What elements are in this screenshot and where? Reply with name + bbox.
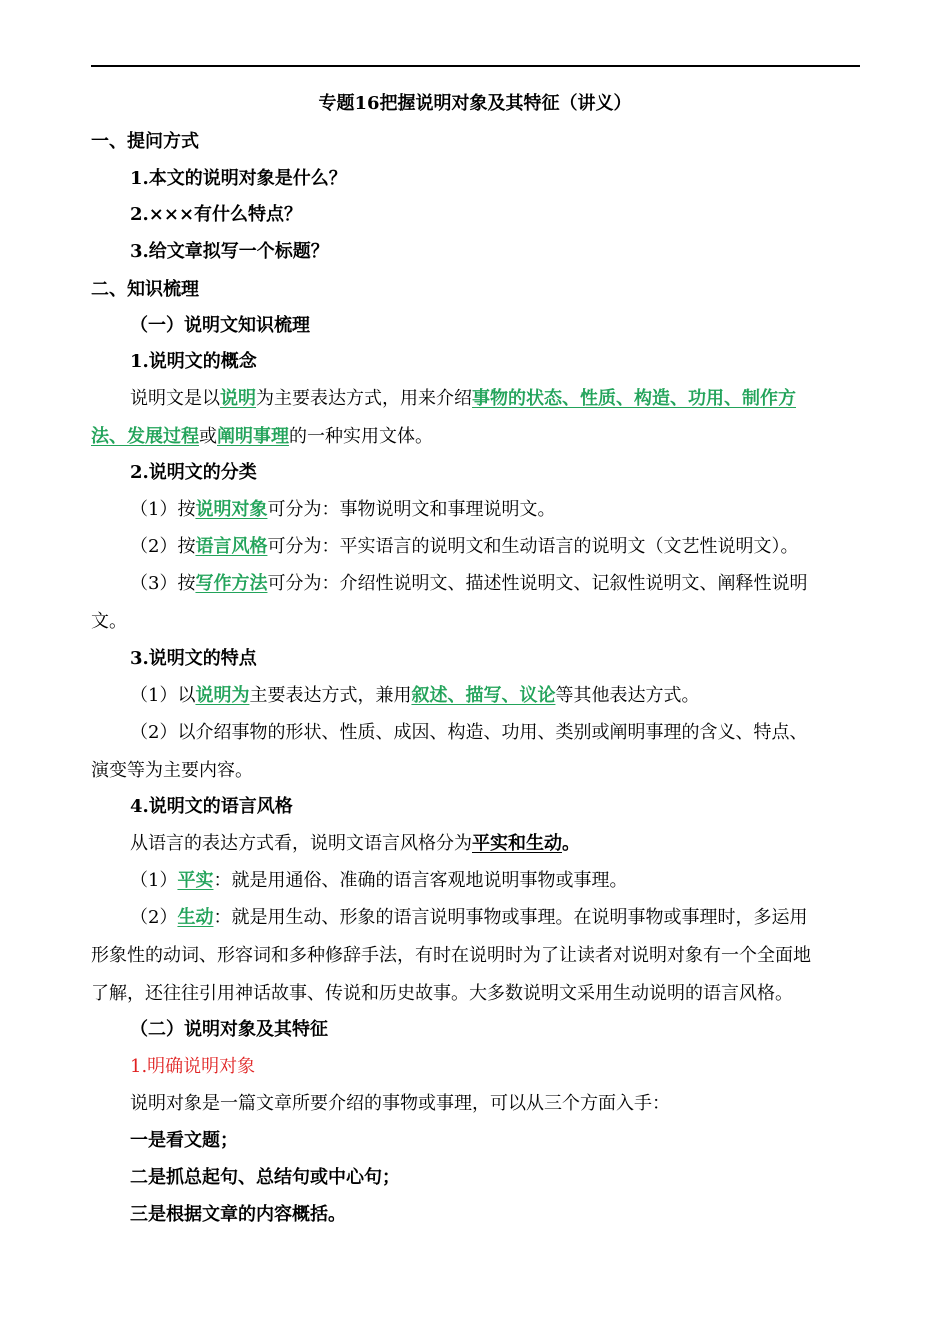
text: （1） [130,870,178,891]
subsection-heading-1: （一）说明文知识梳理 [130,315,310,336]
style-item-2-cont-1: 形象性的动词、形容词和多种修辞手法，有时在说明时为了让读者对说明对象有一个全面地 [91,945,811,966]
concept-line-1 [130,387,796,411]
style-item-2-cont-2: 了解，还往往引用神话故事、传说和历史故事。大多数说明文采用生动说明的语言风格。 [91,983,793,1004]
clarify-point-1: 一是看文题； [130,1130,238,1151]
features-item-2-cont: 演变等为主要内容。 [91,760,253,781]
text: 或 [199,426,217,447]
text: 为主要表达方式，用来介绍 [256,388,472,409]
highlight: 法、发展过程 [91,426,199,447]
subsection-heading-2: （二）说明对象及其特征 [130,1019,328,1040]
style-heading: 4.说明文的语言风格 [130,796,293,817]
highlight: 说明对象 [195,499,268,520]
clarify-heading: 1.明确说明对象 [130,1056,256,1077]
clarify-point-3: 三是根据文章的内容概括。 [130,1204,346,1225]
highlight: 事物的状态、性质、构造、功用、制作方 [472,388,796,409]
text: 可分为：事物说明文和事理说明文。 [267,499,556,520]
classify-item-3 [130,572,807,596]
highlight: 平实 [177,870,214,891]
text: 的一种实用文体。 [289,426,433,447]
highlight: 说明 [220,388,256,409]
features-heading: 3.说明文的特点 [130,648,257,669]
features-item-1 [130,684,699,708]
concept-heading: 1.说明文的概念 [130,351,257,372]
text: 可分为：介绍性说明文、描述性说明文、记叙性说明文、阐释性说明 [267,573,808,594]
question-3: 3.给文章拟写一个标题？ [130,241,329,262]
text: （1）按 [130,499,196,520]
classify-item-2 [130,535,798,559]
clarify-point-2: 二是抓总起句、总结句或中心句； [130,1167,400,1188]
text: （1）以 [130,685,196,706]
text: 从语言的表达方式看，说明文语言风格分为 [130,833,472,854]
style-item-1 [130,869,627,893]
underlined-term: 平实和生动 [472,833,562,854]
concept-line-2 [91,425,433,449]
text: 主要表达方式，兼用 [249,685,412,706]
page-title: 专题16把握说明对象及其特征（讲义） [318,93,632,114]
text: （2） [130,907,178,928]
text: 说明文是以 [130,388,220,409]
section-heading-2: 二、知识梳理 [91,279,199,300]
style-intro [130,832,580,856]
text: （3）按 [130,573,196,594]
text: ：就是用生动、形象的语言说明事物或事理。在说明事物或事理时，多运用 [213,907,808,928]
text: 。 [562,833,580,854]
section-heading-1: 一、提问方式 [91,131,199,152]
highlight: 阐明事理 [217,426,289,447]
text: （2）按 [130,536,196,557]
style-item-2 [130,906,807,930]
classify-heading: 2.说明文的分类 [130,462,257,483]
classify-item-1 [130,498,555,522]
header-rule [91,65,860,67]
text: ：就是用通俗、准确的语言客观地说明事物或事理。 [213,870,628,891]
text: 等其他表达方式。 [555,685,700,706]
features-item-2: （2）以介绍事物的形状、性质、成因、构造、功用、类别或阐明事理的含义、特点、 [130,722,808,743]
question-1: 1.本文的说明对象是什么？ [130,168,347,189]
highlight: 语言风格 [195,536,268,557]
clarify-intro: 说明对象是一篇文章所要介绍的事物或事理，可以从三个方面入手： [130,1093,670,1114]
text: 可分为：平实语言的说明文和生动语言的说明文（文艺性说明文）。 [267,536,799,557]
highlight: 说明为 [195,685,250,706]
classify-item-3-cont: 文。 [91,611,127,632]
question-2: 2.×××有什么特点？ [130,204,303,225]
highlight: 叙述、描写、议论 [411,685,556,706]
highlight: 写作方法 [195,573,268,594]
highlight: 生动 [177,907,214,928]
